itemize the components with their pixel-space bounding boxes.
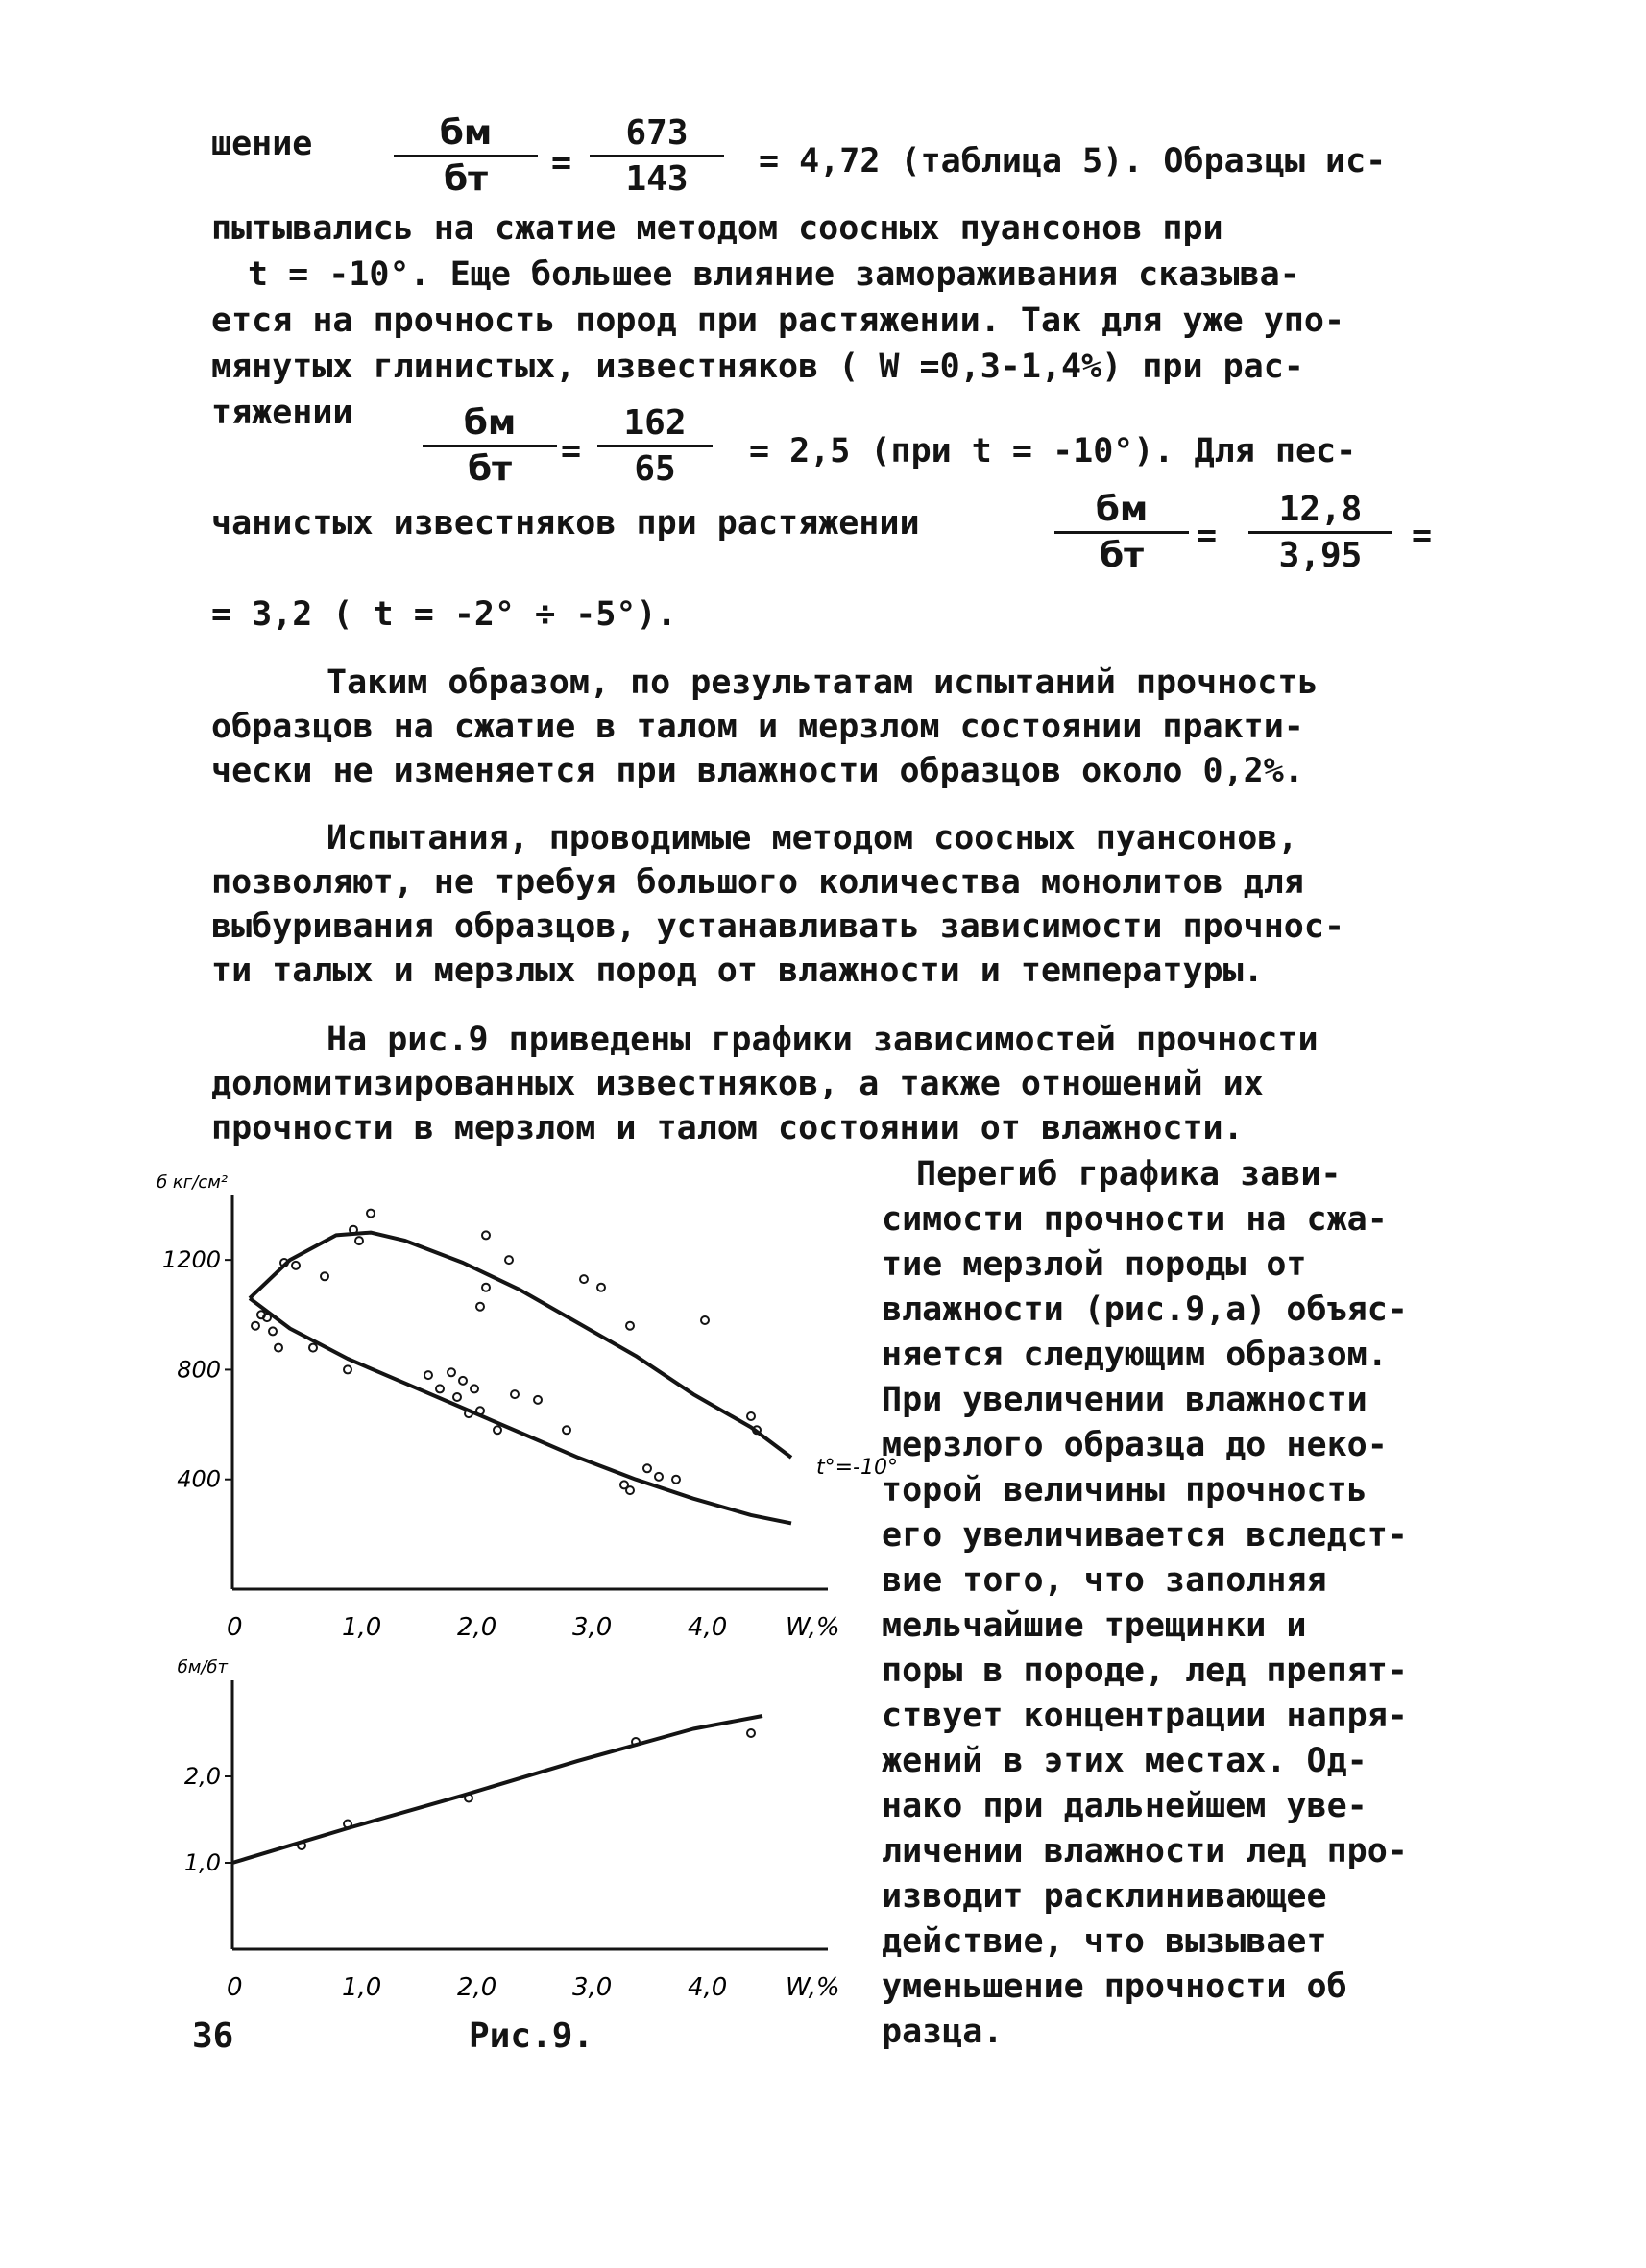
y-tick-label: 400 [177,1465,221,1493]
side-text-line: тие мерзлой породы от [882,1245,1307,1284]
side-text-line: уменьшение прочности об [882,1967,1347,2006]
x-tick-label: 2,0 [457,1613,497,1642]
side-text-line: поры в породе, лед препят- [882,1652,1408,1690]
paragraph-line: ти талых и мерзлых пород от влажности и температуры. [211,952,1264,990]
data-point [511,1390,519,1398]
data-point [292,1262,300,1269]
chart-ratio-vs-moisture [154,1657,884,2002]
x-tick-label: 1,0 [342,1973,382,2002]
data-point [436,1385,444,1392]
side-text-line: ствует концентрации напря- [882,1697,1408,1735]
line-6: тяжении [211,394,353,432]
data-point [453,1393,461,1401]
series-curve [250,1298,791,1523]
data-point [476,1303,484,1311]
x-tick-label: W,% [786,1973,840,2002]
side-paragraph [882,1152,1408,2055]
series-curve [250,1233,791,1458]
side-text-line: мерзлого образца до неко- [882,1426,1388,1464]
data-point [505,1256,513,1264]
x-tick-label: 4,0 [688,1613,728,1642]
fraction-sigma-m-over-sigma-t-3 [1054,490,1189,575]
fraction-12-8-over-3-95 [1248,490,1392,575]
fraction-denominator: 3,95 [1278,536,1363,575]
chart-strength-vs-moisture [154,1147,898,1656]
side-text-line: изводит расклинивающее [882,1877,1327,1916]
y-tick-label: 2,0 [183,1763,221,1790]
fraction-denominator: 143 [625,159,689,199]
paragraph-line: На рис.9 приведены графики зависимостей прочности [327,1021,1319,1059]
line-1-start: шение [211,125,313,163]
data-point [482,1284,490,1291]
data-point [580,1275,588,1283]
side-text-line: личении влажности лед про- [882,1832,1408,1870]
line-9: = 3,2 ( t = -2° ÷ -5°). [211,595,677,634]
data-point [482,1231,490,1239]
line-2: пытывались на сжатие методом соосных пуансонов при [211,209,1223,248]
x-tick-label: 1,0 [342,1613,382,1642]
data-point [344,1365,351,1373]
fraction-numerator: бм [423,403,557,447]
side-text-line: разца. [882,2013,1004,2051]
fraction-numerator: бм [1054,490,1189,534]
paragraph-line: Испытания, проводимые методом соосных пуансонов, [327,819,1298,857]
side-text-line: влажности (рис.9,а) объяс- [882,1291,1408,1329]
data-point [471,1385,478,1392]
equals-sign: = [551,144,572,182]
paragraph-line: доломитизированных известняков, а также отношений их [211,1065,1264,1103]
side-text-line: мельчайшие трещинки и [882,1606,1307,1645]
data-point [448,1368,455,1376]
fraction-162-over-65 [597,403,713,489]
side-text-line: нако при дальнейшем уве- [882,1787,1368,1825]
data-point [355,1237,363,1244]
paragraph-line: Таким образом, по результатам испытаний прочность [327,664,1319,702]
line-3: t = -10°. Еще большее влияние замораживания сказыва- [248,255,1300,294]
data-point [626,1322,634,1330]
data-point [424,1371,432,1379]
data-point [494,1426,501,1434]
paragraph-line: позволяют, не требуя большого количества монолитов для [211,863,1304,902]
paragraph-line: образцов на сжатие в талом и мерзлом состоянии практи- [211,708,1304,746]
x-tick-label: 0 [227,1973,243,2002]
side-text-line: вие того, что заполняя [882,1561,1327,1600]
data-point [701,1316,709,1324]
fraction-denominator: бт [443,159,488,199]
data-point [655,1473,663,1481]
data-point [321,1272,328,1280]
data-point [626,1486,634,1494]
line-8-start: чанистых известняков при растяжении [211,504,920,543]
side-text-line: торой величины прочность [882,1471,1368,1509]
equals-sign: = [1412,517,1433,555]
y-tick-label: 800 [177,1356,221,1384]
line-5: мянутых глинистых, известняков ( W =0,3-1,4%) при рас- [211,348,1304,386]
data-point [672,1476,680,1484]
fraction-numerator: 162 [597,403,713,447]
series-curve [232,1716,762,1863]
side-text-line: симости прочности на сжа- [882,1200,1388,1239]
paragraph-1 [211,661,1319,793]
y-axis-label: бм/бт [177,1657,228,1677]
data-point [367,1210,375,1218]
paragraph-line: прочности в мерзлом и талом состоянии от влажности. [211,1109,1244,1147]
data-point [597,1284,605,1291]
x-tick-label: 3,0 [572,1973,613,2002]
data-point [252,1322,259,1330]
fraction-sigma-m-over-sigma-t-1 [394,113,538,199]
x-tick-label: 2,0 [457,1973,497,2002]
y-tick-label: 1,0 [183,1849,221,1876]
x-tick-label: 0 [227,1613,243,1642]
fraction-denominator: бт [1099,536,1144,575]
data-point [534,1396,542,1404]
paragraph-line: чески не изменяется при влажности образцов около 0,2%. [211,752,1304,790]
line-7-end: = 2,5 (при t = -10°). Для пес- [749,432,1357,470]
data-point [563,1426,570,1434]
data-point [269,1327,277,1335]
data-point [309,1344,317,1352]
fraction-denominator: бт [467,449,512,489]
side-text-line: жений в этих местах. Од- [882,1742,1368,1780]
data-point [459,1377,467,1385]
equals-sign: = [561,432,582,470]
data-point [747,1412,755,1420]
paragraph-2 [211,816,1344,993]
equals-sign: = [1197,517,1218,555]
x-tick-label: 4,0 [688,1973,728,2002]
y-axis-label: б кг/см² [157,1172,228,1193]
figure-caption: Рис.9. [469,2016,594,2056]
data-point [275,1344,282,1352]
paragraph-line: выбуривания образцов, устанавливать зависимости прочнос- [211,907,1345,946]
curve-label: t°=-10° [816,1456,898,1480]
data-point [643,1464,651,1472]
fraction-denominator: 65 [634,449,676,489]
x-tick-label: 3,0 [572,1613,613,1642]
line-4: ется на прочность пород при растяжении. Так для уже упо- [211,302,1345,340]
fraction-numerator: 673 [590,113,724,157]
fraction-sigma-m-over-sigma-t-2 [423,403,557,489]
line-1-end: = 4,72 (таблица 5). Образцы ис- [759,142,1387,181]
side-text-line: Перегиб графика зави- [916,1155,1342,1194]
side-text-line: его увеличивается вследст- [882,1516,1408,1555]
page-number: 36 [192,2016,234,2056]
fraction-numerator: бм [394,113,538,157]
y-tick-label: 1200 [161,1246,221,1274]
side-text-line: При увеличении влажности [882,1381,1368,1419]
paragraph-3 [211,1018,1319,1150]
x-tick-label: W,% [786,1613,840,1642]
data-point [747,1729,755,1737]
side-text-line: няется следующим образом. [882,1336,1388,1374]
fraction-numerator: 12,8 [1248,490,1392,534]
fraction-673-over-143 [590,113,724,199]
side-text-line: действие, что вызывает [882,1922,1327,1961]
